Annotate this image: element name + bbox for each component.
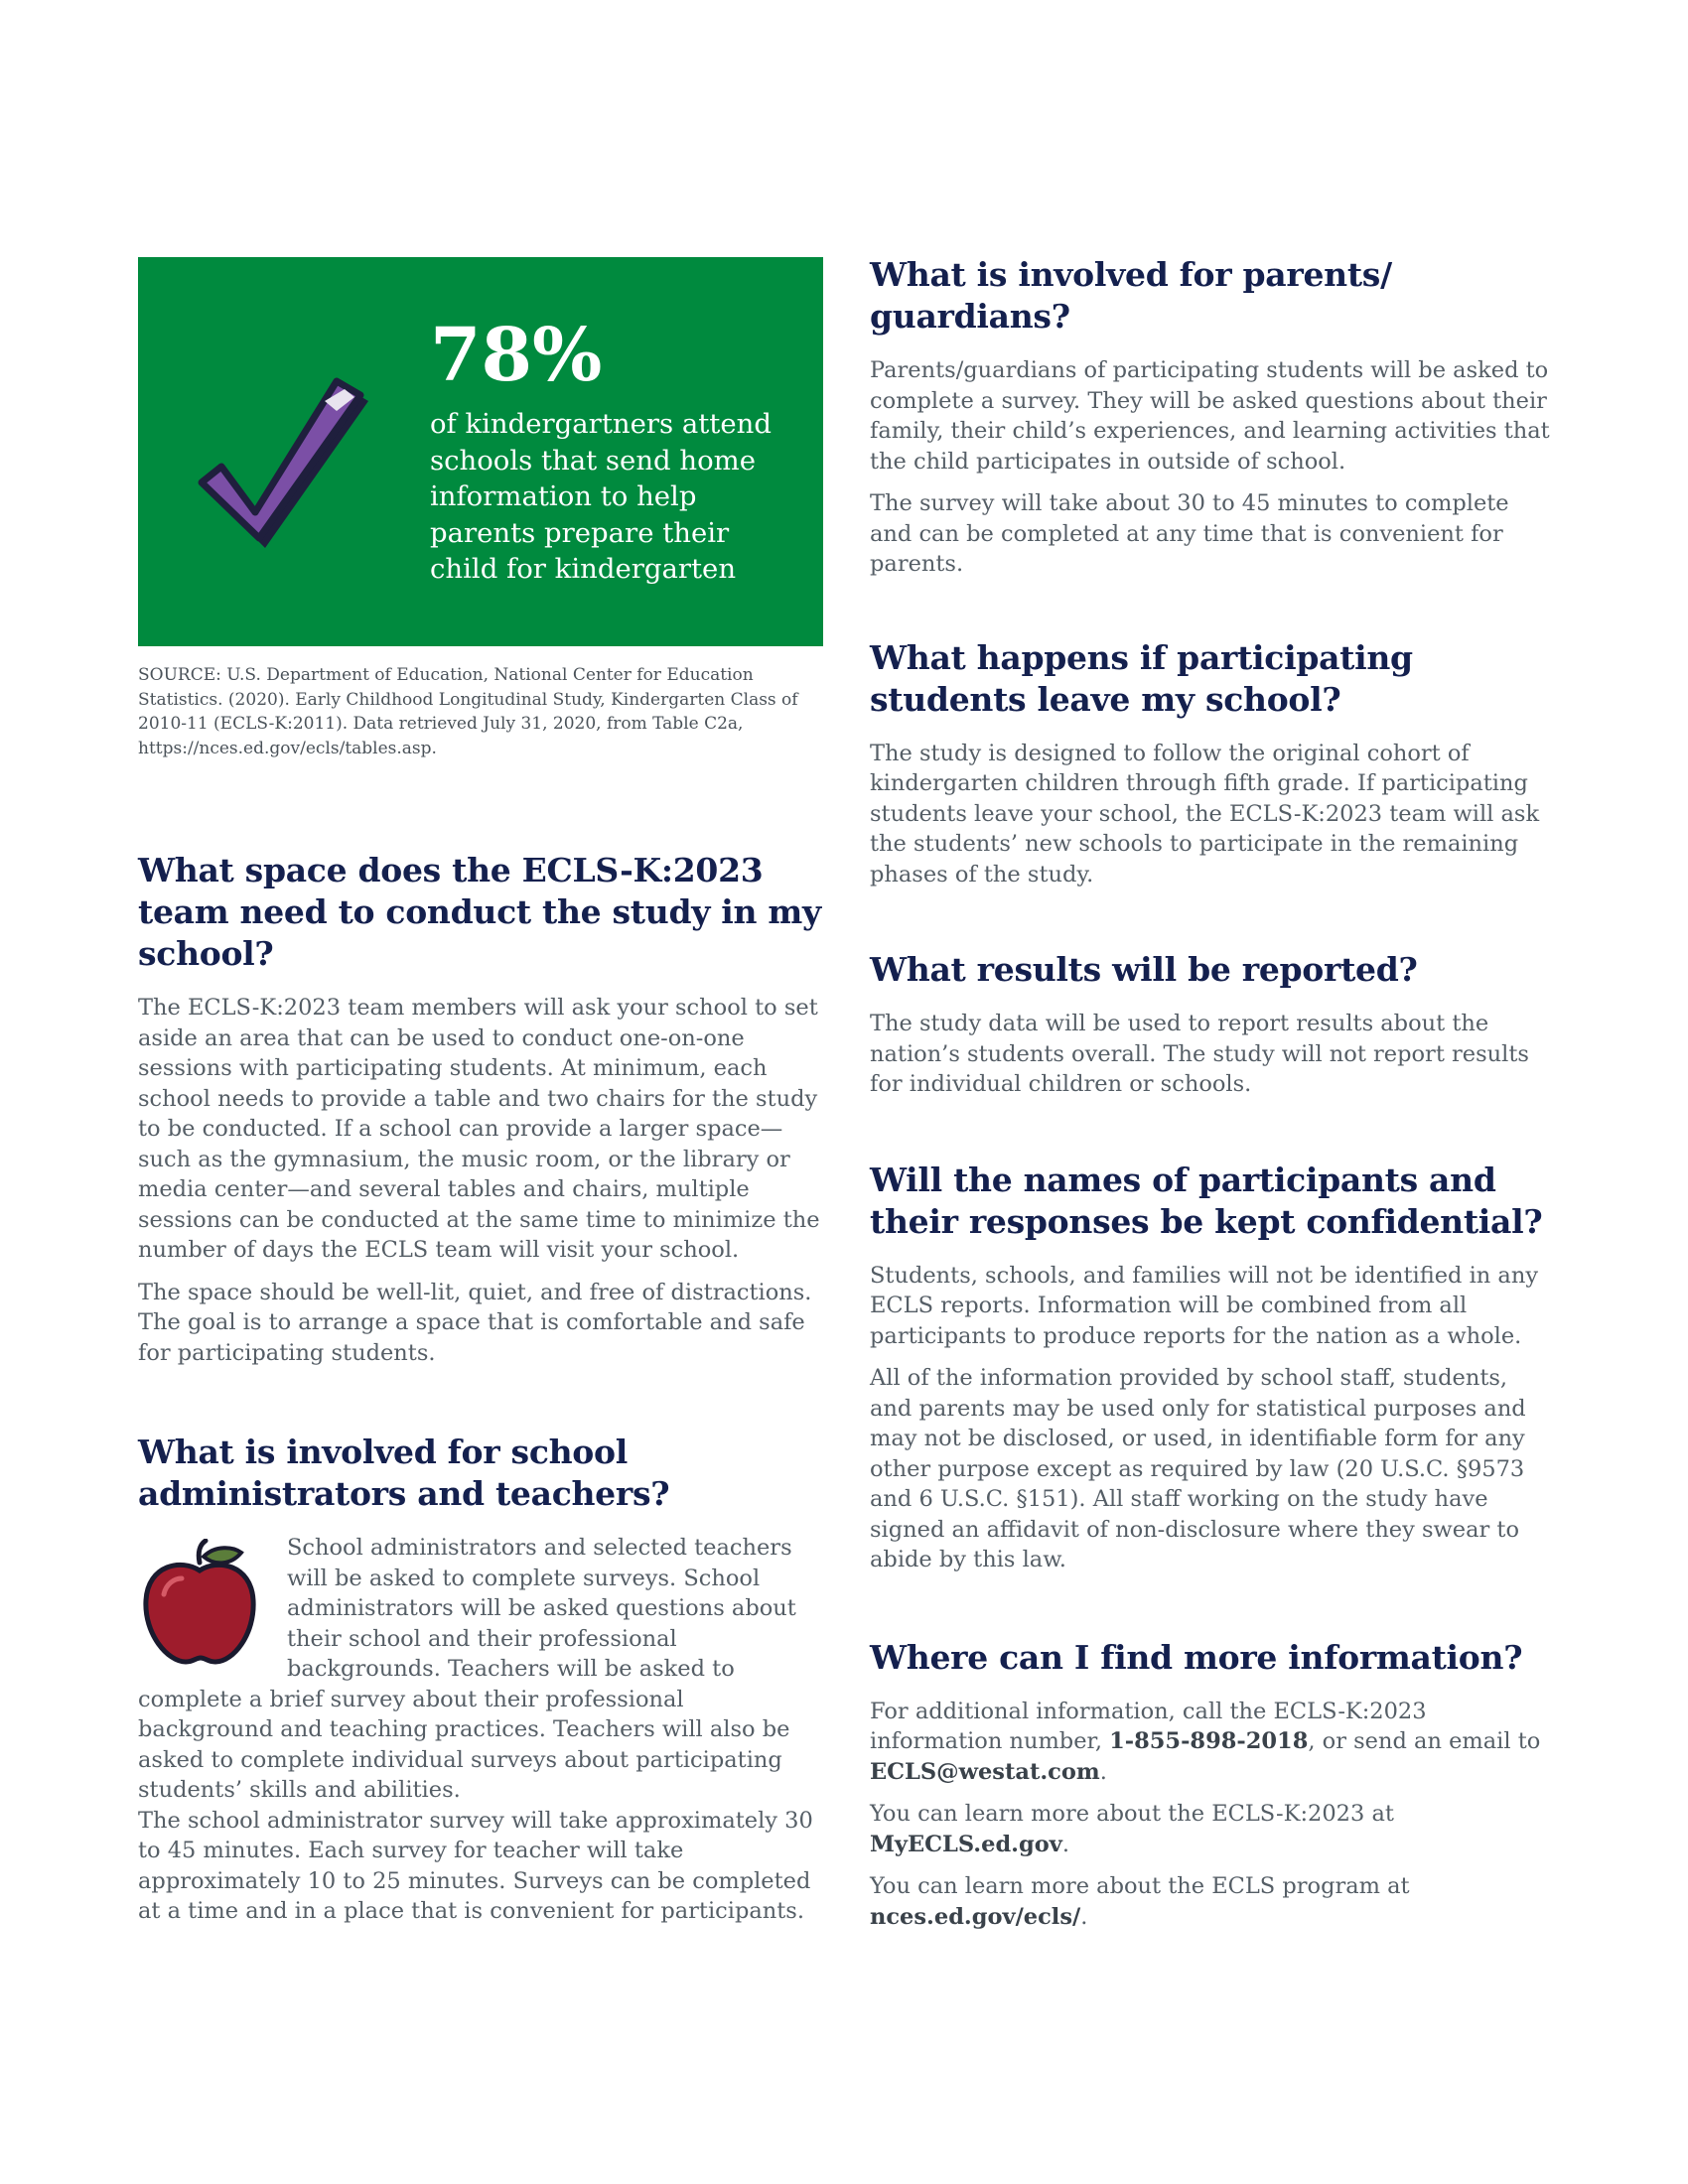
space-paragraph-2: The space should be well-lit, quiet, and free of distractions. The goal is to arrange a space that is comfortable and safe for participating students. <box>138 1279 812 1366</box>
more-text: . <box>1099 1758 1107 1785</box>
email-link[interactable]: ECLS@westat.com <box>870 1758 1100 1785</box>
left-column <box>138 257 823 1927</box>
section-leave <box>870 637 1555 890</box>
nces-link[interactable]: nces.ed.gov/ecls/ <box>870 1903 1081 1930</box>
section-more-info <box>870 1637 1555 1933</box>
more-text: You can learn more about the ECLS-K:2023 at <box>870 1801 1394 1827</box>
more-text: . <box>1080 1903 1088 1930</box>
section-space <box>138 850 823 1368</box>
confidential-paragraph-1: Students, schools, and families will not be identified in any ECLS reports. Information will be combined from all participants to produce reports for the nation as a whole. <box>870 1262 1539 1349</box>
source-citation: SOURCE: U.S. Department of Education, National Center for Education Statistics. (2020). Early Childhood Longitudinal Study, Kindergarten Class of 2010-11 (ECLS-K:2011). Data retrieved July 31, 2020, from Table C2a, https://nces.ed.gov/ecls/tables.asp. <box>138 665 798 758</box>
space-paragraph-1: The ECLS-K:2023 team members will ask your school to set aside an area that can be used to conduct one-on-one sessions with participating students. At minimum, each school needs to provide a table and two chairs for the study to be conducted. If a school can provide a larger space—such as the gymnasium, the music room, or the library or media center—and several tables and chairs, multiple sessions can be conducted at the same time to minimize the number of days the ECLS team will visit your school. <box>138 995 820 1263</box>
stat-percentage: 78% <box>430 313 603 398</box>
heading-parents: What is involved for parents/ guardians? <box>870 255 1392 336</box>
parents-paragraph-2: The survey will take about 30 to 45 minutes to complete and can be completed at any time that is convenient for parents. <box>870 490 1509 577</box>
stat-description: of kindergartners attend schools that send home information to help parents prepare their child for kindergarten <box>430 408 772 585</box>
admins-paragraph-2: The school administrator survey will take approximately 30 to 45 minutes. Each survey for teacher will take approximately 10 to 25 minutes. Surveys can be completed at a time and in a place that is convenient for participants. <box>138 1807 813 1924</box>
parents-paragraph-1: Parents/guardians of participating students will be asked to complete a survey. They will be asked questions about their family, their child’s experiences, and learning activities that the child participates in outside of school. <box>870 357 1550 475</box>
more-paragraph-3 <box>870 1871 1555 1932</box>
section-admins <box>138 1432 823 1927</box>
phone-number: 1-855-898-2018 <box>1109 1728 1309 1754</box>
heading-leave: What happens if participating students leave my school? <box>870 637 1413 719</box>
myecls-link[interactable]: MyECLS.ed.gov <box>870 1831 1062 1857</box>
more-text: You can learn more about the ECLS program at <box>870 1873 1410 1899</box>
more-text: . <box>1061 1831 1069 1857</box>
section-confidential <box>870 1160 1555 1575</box>
section-results <box>870 949 1555 1100</box>
right-column <box>870 254 1555 1932</box>
apple-icon <box>142 1539 259 1666</box>
heading-confidential: Will the names of participants and their responses be kept confidential? <box>870 1160 1543 1241</box>
more-paragraph-1 <box>870 1697 1555 1788</box>
admins-paragraph-1: School administrators and selected teachers will be asked to complete surveys. School administrators will be asked questions about their school and their professional backgrounds. Teachers will be asked to complete a brief survey about their professional background and teaching practices. Teachers will also be asked to complete individual surveys about participating students’ skills and abilities. <box>138 1535 796 1803</box>
section-parents <box>870 254 1555 580</box>
leave-paragraph-1: The study is designed to follow the original cohort of kindergarten children through fifth grade. If participating students leave your school, the ECLS-K:2023 team will ask the students’ new schools to participate in the remaining phases of the study. <box>870 740 1540 887</box>
more-paragraph-2 <box>870 1799 1555 1859</box>
heading-results: What results will be reported? <box>870 950 1418 989</box>
heading-space: What space does the ECLS-K:2023 team need to conduct the study in my school? <box>138 851 821 973</box>
more-text: For additional information, call the ECLS-K:2023 information number, <box>870 1698 1427 1754</box>
checkmark-icon <box>198 371 371 555</box>
admins-body <box>138 1533 823 1927</box>
results-paragraph-1: The study data will be used to report results about the nation’s students overall. The study will not report results for individual children or schools. <box>870 1011 1529 1097</box>
heading-admins: What is involved for school administrators and teachers? <box>138 1433 670 1513</box>
confidential-paragraph-2: All of the information provided by school staff, students, and parents may be used only for statistical purposes and may not be disclosed, or used, in identifiable form for any other purpose except as required by law (20 U.S.C. §9573 and 6 U.S.C. §151). All staff working on the study have signed an affidavit of non-disclosure where they swear to abide by this law. <box>870 1365 1526 1572</box>
more-text: , or send an email to <box>1308 1728 1541 1754</box>
heading-more-info: Where can I find more information? <box>870 1637 1523 1677</box>
stat-callout <box>138 257 823 646</box>
